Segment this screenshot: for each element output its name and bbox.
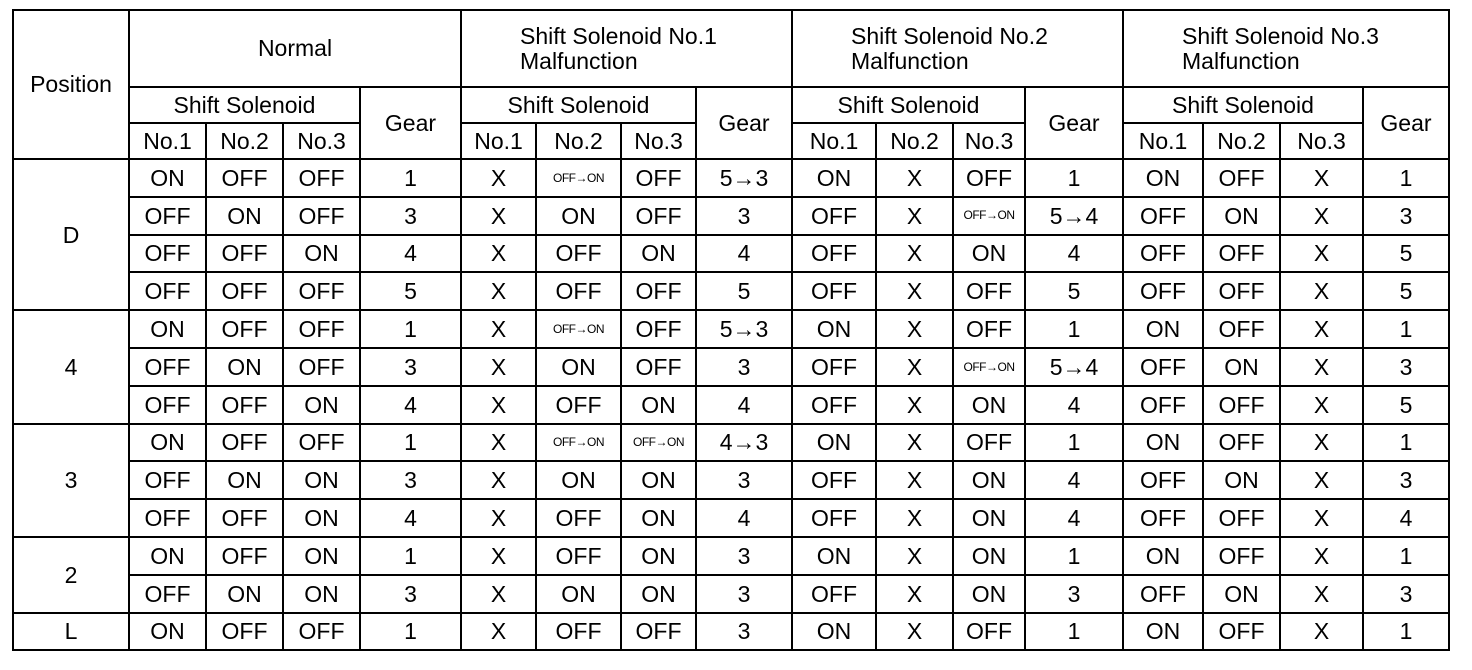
table-cell: 1 <box>1025 159 1123 197</box>
table-cell: 4→3 <box>696 424 792 462</box>
solenoid-no1-header: No.1 <box>129 123 206 159</box>
table-cell: ON <box>953 537 1025 575</box>
table-cell: ON <box>1123 159 1203 197</box>
table-cell: 3 <box>696 537 792 575</box>
group-header-line: Shift Solenoid No.2 <box>851 23 1048 50</box>
table-cell: 4 <box>696 235 792 273</box>
table-cell: OFF <box>283 272 360 310</box>
table-cell: 4 <box>1363 499 1449 537</box>
table-cell: OFF <box>283 159 360 197</box>
table-cell: X <box>1280 197 1363 235</box>
table-cell: 3 <box>1363 575 1449 613</box>
position-header: Position <box>13 10 129 159</box>
table-cell: X <box>461 235 536 273</box>
table-cell: OFF <box>1123 499 1203 537</box>
table-cell: ON <box>1123 424 1203 462</box>
table-cell: 3 <box>1363 197 1449 235</box>
table-cell: ON <box>129 310 206 348</box>
table-cell: X <box>876 575 953 613</box>
table-cell: OFF <box>206 235 283 273</box>
table-cell: 5 <box>1363 235 1449 273</box>
table-cell: 3 <box>360 461 461 499</box>
table-cell: X <box>461 613 536 651</box>
gear-header: Gear <box>696 87 792 159</box>
table-cell: 4 <box>360 499 461 537</box>
table-cell: OFF <box>792 197 876 235</box>
table-cell: X <box>461 575 536 613</box>
table-cell: X <box>876 348 953 386</box>
table-cell: 4 <box>696 386 792 424</box>
solenoid-no3-header: No.3 <box>283 123 360 159</box>
table-cell: X <box>1280 499 1363 537</box>
table-row <box>13 537 1449 575</box>
table-cell: X <box>876 613 953 651</box>
table-cell: 5→3 <box>696 159 792 197</box>
table-cell: OFF <box>206 310 283 348</box>
table-cell: OFF <box>129 575 206 613</box>
table-cell: OFF <box>536 272 621 310</box>
table-cell: ON <box>792 424 876 462</box>
table-cell: OFF <box>206 424 283 462</box>
solenoid-table <box>12 9 1450 651</box>
table-cell: ON <box>953 575 1025 613</box>
group-header-line: Shift Solenoid No.1 <box>520 23 717 50</box>
position-cell: D <box>13 159 129 310</box>
table-cell: X <box>876 197 953 235</box>
table-cell: X <box>876 272 953 310</box>
table-cell: ON <box>621 537 696 575</box>
table-row <box>13 424 1449 462</box>
table-cell: 3 <box>360 348 461 386</box>
gear-header: Gear <box>360 87 461 159</box>
solenoid-no2-header: No.2 <box>536 123 621 159</box>
table-cell: ON <box>953 461 1025 499</box>
table-row <box>13 310 1449 348</box>
table-cell: ON <box>953 235 1025 273</box>
table-row <box>13 461 1449 499</box>
solenoid-no3-header: No.3 <box>1280 123 1363 159</box>
table-cell: 4 <box>1025 235 1123 273</box>
table-cell: ON <box>621 461 696 499</box>
solenoid-no3-header: No.3 <box>621 123 696 159</box>
gear-header: Gear <box>1025 87 1123 159</box>
table-cell: X <box>1280 461 1363 499</box>
table-cell: OFF <box>621 272 696 310</box>
table-cell: 1 <box>1363 310 1449 348</box>
table-cell: 4 <box>1025 499 1123 537</box>
table-cell: X <box>1280 613 1363 651</box>
table-row <box>13 613 1449 651</box>
group-header-line: Malfunction <box>520 47 638 74</box>
table-cell: OFF <box>283 197 360 235</box>
table-cell: OFF <box>283 424 360 462</box>
table-cell: OFF <box>206 613 283 651</box>
table-cell: OFF <box>1123 235 1203 273</box>
table-cell: 3 <box>696 575 792 613</box>
table-cell: OFF <box>536 613 621 651</box>
table-cell: ON <box>953 499 1025 537</box>
shift-solenoid-header: Shift Solenoid <box>1123 87 1363 123</box>
group-header-normal <box>129 10 461 87</box>
table-cell: 5→4 <box>1025 348 1123 386</box>
table-cell: X <box>1280 235 1363 273</box>
table-cell: OFF <box>206 159 283 197</box>
table-cell: 5 <box>360 272 461 310</box>
table-cell: 4 <box>360 235 461 273</box>
table-cell: X <box>461 159 536 197</box>
table-cell: 3 <box>696 613 792 651</box>
table-cell: OFF <box>953 159 1025 197</box>
position-cell: 2 <box>13 537 129 613</box>
table-cell: 5 <box>1363 386 1449 424</box>
table-cell: OFF <box>1203 310 1280 348</box>
table-cell: OFF→ON <box>536 424 621 462</box>
table-cell: ON <box>1123 310 1203 348</box>
table-cell: X <box>461 386 536 424</box>
table-cell: OFF <box>792 348 876 386</box>
table-row <box>13 386 1449 424</box>
table-cell: OFF <box>1203 272 1280 310</box>
table-cell: OFF <box>206 386 283 424</box>
table-cell: 1 <box>1025 424 1123 462</box>
solenoid-no2-header: No.2 <box>876 123 953 159</box>
table-cell: OFF <box>536 386 621 424</box>
table-cell: OFF <box>621 197 696 235</box>
table-cell: 4 <box>696 499 792 537</box>
table-cell: OFF <box>283 348 360 386</box>
table-cell: 5 <box>1025 272 1123 310</box>
table-cell: OFF <box>129 386 206 424</box>
table-cell: X <box>876 310 953 348</box>
table-cell: X <box>1280 575 1363 613</box>
table-cell: OFF <box>129 197 206 235</box>
table-cell: ON <box>283 461 360 499</box>
table-cell: 1 <box>1025 537 1123 575</box>
table-cell: ON <box>792 537 876 575</box>
table-cell: X <box>461 310 536 348</box>
solenoid-no2-header: No.2 <box>206 123 283 159</box>
table-cell: 3 <box>360 197 461 235</box>
table-cell: ON <box>621 386 696 424</box>
table-cell: X <box>876 235 953 273</box>
table-cell: 1 <box>1363 613 1449 651</box>
table-cell: ON <box>206 575 283 613</box>
table-cell: 5→3 <box>696 310 792 348</box>
table-cell: OFF <box>792 272 876 310</box>
table-cell: X <box>461 348 536 386</box>
position-cell: 4 <box>13 310 129 423</box>
table-cell: 1 <box>360 537 461 575</box>
table-cell: ON <box>536 197 621 235</box>
table-cell: X <box>1280 310 1363 348</box>
table-cell: ON <box>792 310 876 348</box>
table-cell: X <box>1280 272 1363 310</box>
table-row <box>13 499 1449 537</box>
table-cell: OFF <box>792 235 876 273</box>
table-cell: ON <box>283 537 360 575</box>
table-cell: ON <box>792 159 876 197</box>
solenoid-no2-header: No.2 <box>1203 123 1280 159</box>
table-cell: 3 <box>1025 575 1123 613</box>
table-cell: 1 <box>1025 310 1123 348</box>
table-cell: ON <box>283 235 360 273</box>
table-cell: ON <box>129 613 206 651</box>
table-cell: OFF <box>1123 386 1203 424</box>
position-cell: L <box>13 613 129 651</box>
table-cell: OFF <box>621 348 696 386</box>
table-cell: OFF <box>129 235 206 273</box>
table-row <box>13 197 1449 235</box>
table-cell: OFF <box>283 613 360 651</box>
table-cell: X <box>461 499 536 537</box>
table-cell: OFF <box>792 575 876 613</box>
table-row <box>13 348 1449 386</box>
table-cell: ON <box>1203 461 1280 499</box>
table-cell: OFF <box>1123 197 1203 235</box>
gear-header: Gear <box>1363 87 1449 159</box>
table-cell: X <box>876 159 953 197</box>
table-cell: ON <box>1203 575 1280 613</box>
table-cell: X <box>1280 159 1363 197</box>
table-cell: X <box>461 461 536 499</box>
table-body <box>13 159 1449 650</box>
table-cell: OFF <box>953 613 1025 651</box>
table-cell: OFF <box>1203 424 1280 462</box>
table-cell: 1 <box>360 159 461 197</box>
table-cell: OFF <box>1203 537 1280 575</box>
group-header-solenoid-2-malfunction <box>792 10 1123 87</box>
solenoid-no3-header: No.3 <box>953 123 1025 159</box>
group-header-line: Malfunction <box>1182 47 1300 74</box>
table-cell: 5 <box>1363 272 1449 310</box>
table-cell: OFF <box>536 499 621 537</box>
table-cell: OFF <box>621 613 696 651</box>
table-cell: OFF→ON <box>621 424 696 462</box>
table-cell: OFF <box>536 235 621 273</box>
table-cell: ON <box>129 537 206 575</box>
table-cell: ON <box>621 575 696 613</box>
table-cell: ON <box>621 235 696 273</box>
table-cell: X <box>876 537 953 575</box>
table-cell: ON <box>536 348 621 386</box>
table-cell: ON <box>1203 197 1280 235</box>
table-cell: X <box>1280 537 1363 575</box>
table-cell: 1 <box>360 613 461 651</box>
table-cell: OFF→ON <box>953 197 1025 235</box>
table-cell: 4 <box>360 386 461 424</box>
table-cell: 3 <box>1363 348 1449 386</box>
table-cell: OFF <box>621 159 696 197</box>
table-cell: 1 <box>1363 159 1449 197</box>
table-cell: ON <box>129 424 206 462</box>
table-cell: ON <box>953 386 1025 424</box>
table-cell: OFF <box>953 272 1025 310</box>
table-cell: 3 <box>1363 461 1449 499</box>
table-cell: ON <box>1123 537 1203 575</box>
group-header-line: Malfunction <box>851 47 969 74</box>
table-cell: X <box>461 197 536 235</box>
table-cell: 1 <box>1363 424 1449 462</box>
table-cell: ON <box>792 613 876 651</box>
table-cell: X <box>461 537 536 575</box>
table-row <box>13 235 1449 273</box>
table-cell: OFF <box>953 310 1025 348</box>
table-cell: OFF <box>1203 613 1280 651</box>
table-cell: OFF <box>129 272 206 310</box>
table-cell: OFF→ON <box>536 159 621 197</box>
table-cell: OFF <box>792 499 876 537</box>
table-cell: 5 <box>696 272 792 310</box>
table-cell: ON <box>621 499 696 537</box>
table-cell: ON <box>283 499 360 537</box>
table-cell: 1 <box>360 424 461 462</box>
table-cell: OFF <box>953 424 1025 462</box>
table-cell: 1 <box>1363 537 1449 575</box>
shift-solenoid-header: Shift Solenoid <box>461 87 696 123</box>
table-cell: OFF <box>1203 159 1280 197</box>
table-cell: 4 <box>1025 386 1123 424</box>
group-header-line: Shift Solenoid No.3 <box>1182 23 1379 50</box>
table-cell: ON <box>536 461 621 499</box>
table-cell: 1 <box>1025 613 1123 651</box>
table-cell: OFF <box>1123 461 1203 499</box>
table-cell: 3 <box>696 348 792 386</box>
table-cell: X <box>1280 424 1363 462</box>
group-header-solenoid-1-malfunction <box>461 10 792 87</box>
table-cell: ON <box>1203 348 1280 386</box>
table-cell: ON <box>283 575 360 613</box>
table-cell: OFF <box>129 499 206 537</box>
table-cell: X <box>1280 348 1363 386</box>
table-row <box>13 272 1449 310</box>
table-cell: ON <box>283 386 360 424</box>
table-cell: X <box>876 499 953 537</box>
table-cell: X <box>876 461 953 499</box>
table-cell: OFF <box>536 537 621 575</box>
table-cell: 3 <box>360 575 461 613</box>
group-header-line: Normal <box>257 35 333 62</box>
position-cell: 3 <box>13 424 129 537</box>
table-cell: 4 <box>1025 461 1123 499</box>
table-cell: 1 <box>360 310 461 348</box>
table-cell: X <box>1280 386 1363 424</box>
table-cell: OFF→ON <box>536 310 621 348</box>
table-row <box>13 159 1449 197</box>
table-cell: ON <box>206 348 283 386</box>
table-cell: OFF <box>1203 235 1280 273</box>
table-cell: ON <box>536 575 621 613</box>
table-cell: OFF <box>129 348 206 386</box>
table-cell: 3 <box>696 461 792 499</box>
group-header-solenoid-3-malfunction <box>1123 10 1449 87</box>
table-cell: OFF <box>1123 575 1203 613</box>
table-cell: OFF <box>1123 272 1203 310</box>
table-cell: OFF <box>206 537 283 575</box>
table-cell: OFF <box>206 272 283 310</box>
table-cell: X <box>461 272 536 310</box>
table-row <box>13 575 1449 613</box>
table-cell: OFF <box>621 310 696 348</box>
table-cell: X <box>876 424 953 462</box>
table-cell: OFF <box>792 461 876 499</box>
table-cell: OFF <box>792 386 876 424</box>
table-cell: OFF <box>1203 499 1280 537</box>
table-cell: X <box>876 386 953 424</box>
table-cell: 5→4 <box>1025 197 1123 235</box>
table-cell: OFF→ON <box>953 348 1025 386</box>
solenoid-no1-header: No.1 <box>1123 123 1203 159</box>
table-cell: OFF <box>1123 348 1203 386</box>
solenoid-no1-header: No.1 <box>792 123 876 159</box>
table-cell: ON <box>206 461 283 499</box>
table-cell: ON <box>129 159 206 197</box>
table-cell: 3 <box>696 197 792 235</box>
shift-solenoid-header: Shift Solenoid <box>129 87 360 123</box>
solenoid-no1-header: No.1 <box>461 123 536 159</box>
table-cell: OFF <box>129 461 206 499</box>
table-cell: ON <box>206 197 283 235</box>
table-cell: ON <box>1123 613 1203 651</box>
table-cell: X <box>461 424 536 462</box>
shift-solenoid-header: Shift Solenoid <box>792 87 1025 123</box>
table-cell: OFF <box>283 310 360 348</box>
table-cell: OFF <box>206 499 283 537</box>
table-cell: OFF <box>1203 386 1280 424</box>
